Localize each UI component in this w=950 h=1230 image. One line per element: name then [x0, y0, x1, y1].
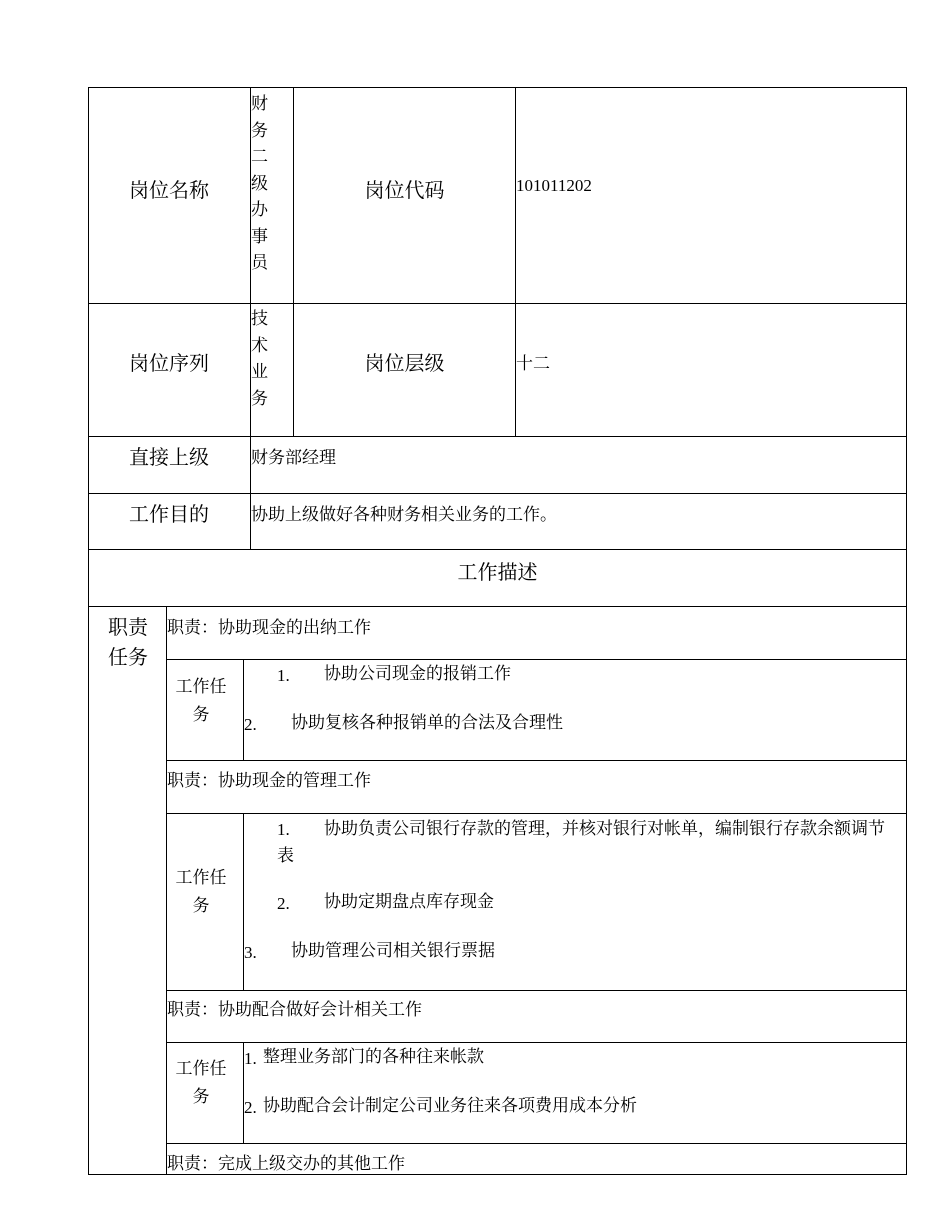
- row-divider: [166, 813, 907, 814]
- col-divider: [243, 659, 244, 760]
- post-name-label: 岗位名称: [129, 178, 209, 202]
- post-level-value: 十二: [516, 354, 550, 373]
- task-label: 工作任务: [175, 1059, 227, 1107]
- duty-title: 职责：协助配合做好会计相关工作: [167, 1000, 422, 1019]
- task-number: 1.: [244, 1049, 257, 1068]
- task-text: 协助复核各种报销单的合法及合理性: [291, 713, 563, 732]
- superior-value: 财务部经理: [251, 448, 336, 467]
- task-number: 2.: [244, 1098, 257, 1117]
- post-sequence-value: 技术业务: [251, 309, 268, 408]
- col-divider: [166, 606, 167, 1175]
- task-number: 1.: [277, 820, 290, 839]
- row-divider: [166, 659, 907, 660]
- task-label: 工作任务: [175, 677, 227, 725]
- post-code-label: 岗位代码: [364, 178, 445, 202]
- description-title: 工作描述: [457, 560, 538, 584]
- col-divider: [243, 813, 244, 990]
- task-text: 协助配合会计制定公司业务往来各项费用成本分析: [263, 1096, 637, 1115]
- duty-title: 职责：完成上级交办的其他工作: [167, 1154, 405, 1173]
- col-divider: [515, 87, 516, 436]
- row-divider: [88, 303, 907, 304]
- row-divider: [88, 606, 907, 607]
- duty-title: 职责：协助现金的管理工作: [167, 771, 371, 790]
- task-number: 3.: [244, 943, 257, 962]
- task-number: 2.: [277, 894, 290, 913]
- duty-task-label: 职责任务: [108, 615, 148, 669]
- superior-label: 直接上级: [129, 445, 209, 469]
- row-divider: [166, 990, 907, 991]
- post-level-label: 岗位层级: [364, 351, 445, 375]
- post-sequence-label: 岗位序列: [129, 351, 209, 375]
- col-divider: [293, 87, 294, 436]
- row-divider: [166, 760, 907, 761]
- post-code-value: 101011202: [516, 176, 592, 195]
- task-text: 整理业务部门的各种往来帐款: [263, 1047, 484, 1066]
- row-divider: [166, 1143, 907, 1144]
- task-text: 协助负责公司银行存款的管理，并核对银行对帐单，编制银行存款余额调节表: [277, 819, 885, 865]
- duty-title: 职责：协助现金的出纳工作: [167, 618, 371, 637]
- purpose-label: 工作目的: [129, 502, 209, 526]
- task-text: 协助公司现金的报销工作: [324, 664, 511, 683]
- row-divider: [88, 549, 907, 550]
- row-divider: [88, 436, 907, 437]
- task-number: 1.: [277, 666, 290, 685]
- task-text: 协助定期盘点库存现金: [324, 892, 494, 911]
- post-name-value: 财务二级办事员: [251, 94, 268, 272]
- task-label: 工作任务: [175, 868, 227, 916]
- task-text: 协助管理公司相关银行票据: [291, 941, 495, 960]
- task-number: 2.: [244, 715, 257, 734]
- purpose-value: 协助上级做好各种财务相关业务的工作。: [251, 505, 557, 524]
- row-divider: [88, 493, 907, 494]
